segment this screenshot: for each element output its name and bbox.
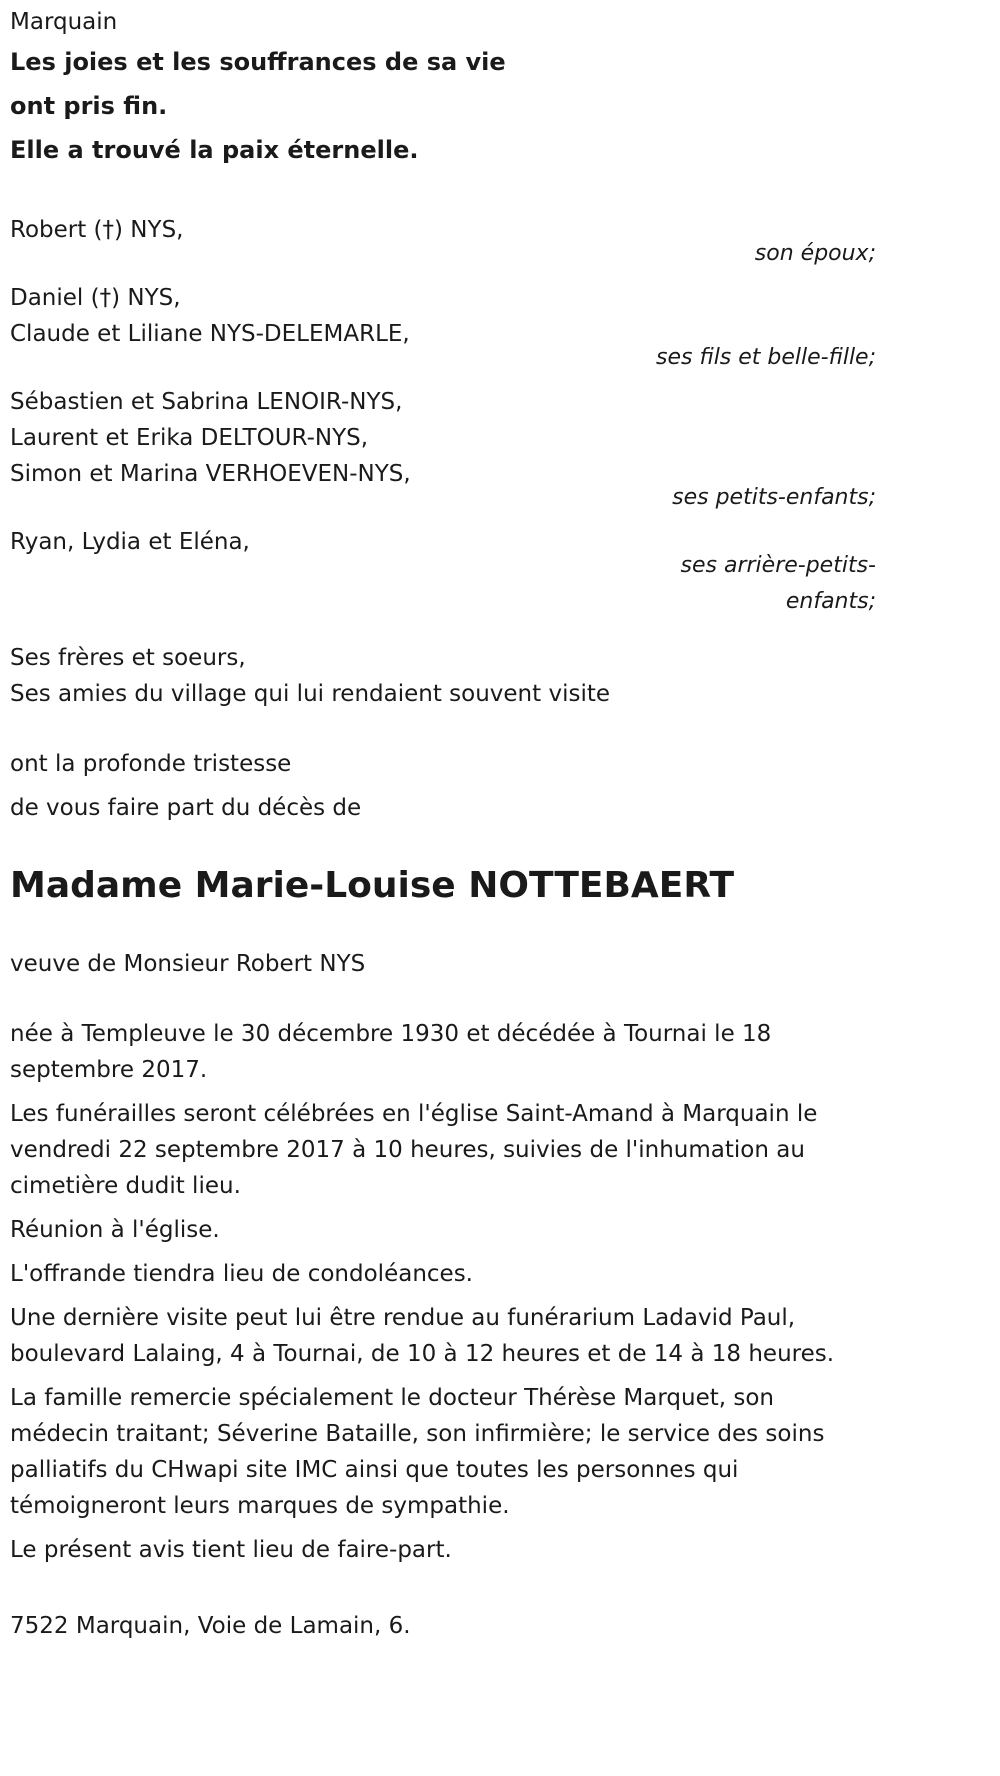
mourner-line: Ses frères et soeurs, — [10, 645, 246, 671]
obituary-notice — [10, 0, 876, 1644]
detail-paragraph: L'offrande tiendra lieu de condoléances. — [10, 1261, 473, 1287]
family-member-name: Claude et Liliane NYS-DELEMARLE, — [10, 321, 410, 347]
detail-paragraph: Réunion à l'église. — [10, 1217, 220, 1243]
announcement-line: ont la profonde tristesse — [10, 751, 292, 777]
detail-paragraph: Une dernière visite peut lui être rendue au funérarium Ladavid Paul, boulevard Lalaing, 4 à Tournai, de 10 à 12 heures et de 14 à 18 heures. — [10, 1305, 835, 1367]
family-address: 7522 Marquain, Voie de Lamain, 6. — [10, 1613, 411, 1639]
family-group-spouse — [10, 212, 876, 272]
other-mourners — [10, 640, 876, 712]
announcement-line: de vous faire part du décès de — [10, 795, 362, 821]
verse-line: ont pris fin. — [10, 92, 168, 120]
detail-paragraph: Les funérailles seront célébrées en l'église Saint-Amand à Marquain le vendredi 22 septembre 2017 à 10 heures, suivies de l'inhumation au cimetière dudit lieu. — [10, 1101, 818, 1199]
deceased-name: Madame Marie-Louise NOTTEBAERT — [10, 865, 735, 906]
family-member-name: Daniel (†) NYS, — [10, 285, 181, 311]
family-list — [10, 212, 876, 620]
family-member-name: Sébastien et Sabrina LENOIR-NYS, — [10, 389, 403, 415]
family-relation: ses arrière-petits-enfants; — [680, 553, 876, 614]
family-member-name: Robert (†) NYS, — [10, 217, 184, 243]
mourner-line: Ses amies du village qui lui rendaient souvent visite — [10, 681, 611, 707]
opening-verse — [10, 40, 876, 172]
family-group-sons — [10, 280, 876, 376]
family-group-great-grandchildren — [10, 524, 876, 620]
widow-of-line: veuve de Monsieur Robert NYS — [10, 951, 366, 977]
family-member-name: Laurent et Erika DELTOUR-NYS, — [10, 425, 369, 451]
detail-paragraph: Le présent avis tient lieu de faire-part. — [10, 1537, 452, 1563]
family-member-name: Ryan, Lydia et Eléna, — [10, 529, 250, 555]
verse-line: Elle a trouvé la paix éternelle. — [10, 136, 419, 164]
family-member-name: Simon et Marina VERHOEVEN-NYS, — [10, 461, 411, 487]
family-relation: ses fils et belle-fille; — [656, 345, 876, 370]
announcement — [10, 742, 876, 830]
location-heading: Marquain — [10, 9, 118, 35]
family-relation: son époux; — [754, 241, 876, 266]
verse-line: Les joies et les souffrances de sa vie — [10, 48, 506, 76]
detail-paragraph: née à Templeuve le 30 décembre 1930 et décédée à Tournai le 18 septembre 2017. — [10, 1021, 772, 1083]
family-relation: ses petits-enfants; — [672, 485, 876, 510]
funeral-details — [10, 1016, 876, 1568]
family-group-grandchildren — [10, 384, 876, 516]
detail-paragraph: La famille remercie spécialement le docteur Thérèse Marquet, son médecin traitant; Séverine Bataille, son infirmière; le service des soins palliatifs du CHwapi site IMC ainsi que toutes les personnes qui témoigneront leurs marques de sympathie. — [10, 1385, 825, 1519]
